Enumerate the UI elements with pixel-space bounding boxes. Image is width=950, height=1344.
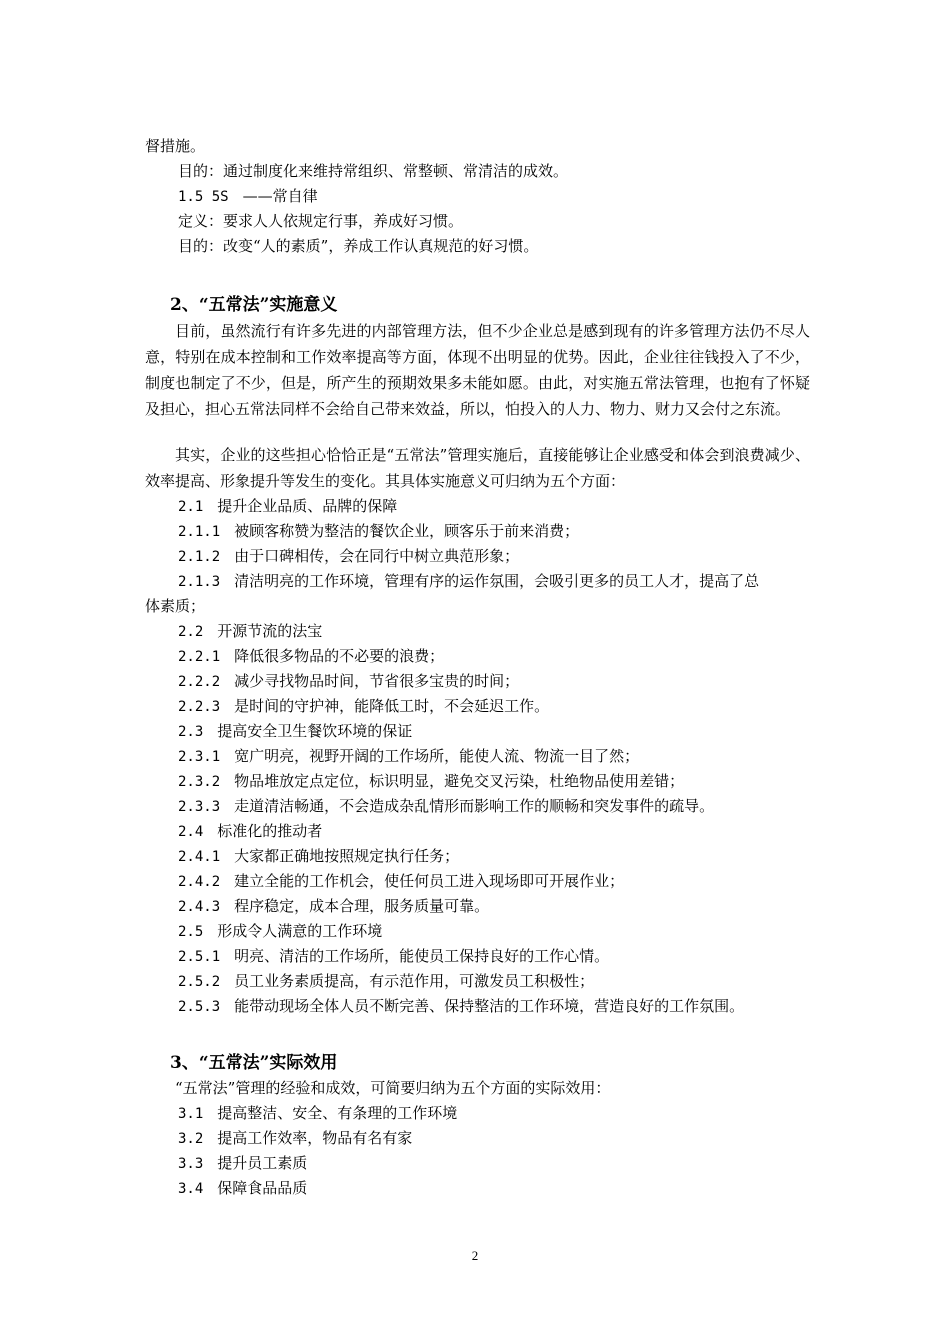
item-number: 2.3.1 xyxy=(178,749,221,765)
text-line xyxy=(178,186,318,207)
list-item xyxy=(178,696,549,717)
list-item xyxy=(178,971,594,992)
item-number: 2.5.2 xyxy=(178,974,221,990)
section-heading: 3、“五常法”实际效用 xyxy=(170,1053,338,1073)
list-item xyxy=(178,871,624,892)
item-number: 2.5 xyxy=(178,924,204,940)
list-item xyxy=(178,846,459,867)
item-number: 2.2.3 xyxy=(178,699,221,715)
item-number: 2.2 xyxy=(178,624,204,640)
list-item xyxy=(178,746,639,767)
item-text: 被顾客称赞为整洁的餐饮企业，顾客乐于前来消费； xyxy=(234,522,580,540)
list-item xyxy=(178,671,519,692)
item-text: 大家都正确地按照规定执行任务； xyxy=(234,847,460,865)
text-line: “五常法”管理的经验和成效，可简要归纳为五个方面的实际效用： xyxy=(175,1079,611,1097)
item-text: 提高安全卫生餐饮环境的保证 xyxy=(217,722,413,740)
item-number: 3.2 xyxy=(178,1131,204,1147)
section-heading: 2、“五常法”实施意义 xyxy=(170,295,338,315)
item-text: 标准化的推动者 xyxy=(217,822,323,840)
item-number: 2.3 xyxy=(178,724,204,740)
item-text: 提升企业品质、品牌的保障 xyxy=(217,497,398,515)
list-item xyxy=(178,821,322,842)
item-text: 员工业务素质提高，有示范作用，可激发员工积极性； xyxy=(234,972,595,990)
item-number: 3.4 xyxy=(178,1181,204,1197)
list-item xyxy=(178,946,609,967)
page-number: 2 xyxy=(471,1248,479,1263)
item-text: 保障食品品质 xyxy=(217,1179,308,1197)
list-item xyxy=(178,721,412,742)
item-text: 开源节流的法宝 xyxy=(217,622,323,640)
list-item xyxy=(178,1103,457,1124)
text-line: 督措施。 xyxy=(145,137,206,155)
list-item xyxy=(178,646,444,667)
list-item xyxy=(178,571,759,592)
list-item xyxy=(178,796,714,817)
item-text: 提高整洁、安全、有条理的工作环境 xyxy=(217,1104,458,1122)
item-text: 形成令人满意的工作环境 xyxy=(217,922,383,940)
item-text: 是时间的守护神，能降低工时，不会延迟工作。 xyxy=(234,697,550,715)
item-text: 由于口碑相传，会在同行中树立典范形象； xyxy=(234,547,520,565)
item-text: 走道清洁畅通，不会造成杂乱情形而影响工作的顺畅和突发事件的疏导。 xyxy=(234,797,715,815)
item-text: 清洁明亮的工作环境，管理有序的运作氛围，会吸引更多的员工人才，提高了总 xyxy=(234,572,760,590)
item-number: 2.1.2 xyxy=(178,549,221,565)
item-text: 降低很多物品的不必要的浪费； xyxy=(234,647,445,665)
list-item xyxy=(178,996,744,1017)
item-number: 1.5 5S xyxy=(178,189,229,205)
item-number: 2.2.1 xyxy=(178,649,221,665)
item-text: 能带动现场全体人员不断完善、保持整洁的工作环境，营造良好的工作氛围。 xyxy=(234,997,745,1015)
item-text: 建立全能的工作机会，使任何员工进入现场即可开展作业； xyxy=(234,872,625,890)
item-text: ——常自律 xyxy=(242,187,318,205)
list-item xyxy=(178,1128,412,1149)
item-number: 3.3 xyxy=(178,1156,204,1172)
text-line: 目的：通过制度化来维持常组织、常整顿、常清洁的成效。 xyxy=(178,162,569,180)
item-number: 2.4.2 xyxy=(178,874,221,890)
list-item xyxy=(178,921,382,942)
item-number: 2.2.2 xyxy=(178,674,221,690)
text-line: 目的：改变“人的素质”，养成工作认真规范的好习惯。 xyxy=(178,237,539,255)
list-item xyxy=(178,896,489,917)
item-text: 物品堆放定点定位，标识明显，避免交叉污染，杜绝物品使用差错； xyxy=(234,772,685,790)
list-item xyxy=(178,621,322,642)
item-number: 2.1 xyxy=(178,499,204,515)
paragraph: 目前，虽然流行有许多先进的内部管理方法，但不少企业总是感到现有的许多管理方法仍不尽人意，特别在成本控制和工作效率提高等方面，体现不出明显的优势。因此，企业往往钱投入了不少，制度也制定了不少，但是，所产生的预期效果多未能如愿。由此，对实施五常法管理，也抱有了怀疑及担心，担心五常法同样不会给自己带来效益，所以，怕投入的人力、物力、财力又会付之东流。 xyxy=(145,322,810,418)
item-text: 提升员工素质 xyxy=(217,1154,308,1172)
item-number: 2.5.1 xyxy=(178,949,221,965)
item-number: 2.1.1 xyxy=(178,524,221,540)
list-item xyxy=(178,496,397,517)
list-item xyxy=(178,521,579,542)
list-item xyxy=(178,1153,307,1174)
item-number: 2.5.3 xyxy=(178,999,221,1015)
item-text: 程序稳定，成本合理，服务质量可靠。 xyxy=(234,897,490,915)
item-text: 减少寻找物品时间，节省很多宝贵的时间； xyxy=(234,672,520,690)
item-text: 提高工作效率，物品有名有家 xyxy=(217,1129,413,1147)
list-item xyxy=(178,1178,307,1199)
list-item-continuation: 体素质； xyxy=(145,597,206,615)
list-item xyxy=(178,771,684,792)
item-number: 3.1 xyxy=(178,1106,204,1122)
text-line: 定义：要求人人依规定行事，养成好习惯。 xyxy=(178,212,464,230)
item-number: 2.3.2 xyxy=(178,774,221,790)
item-text: 宽广明亮，视野开阔的工作场所，能使人流、物流一目了然； xyxy=(234,747,640,765)
list-item xyxy=(178,546,519,567)
item-number: 2.4 xyxy=(178,824,204,840)
item-number: 2.1.3 xyxy=(178,574,221,590)
item-text: 明亮、清洁的工作场所，能使员工保持良好的工作心情。 xyxy=(234,947,610,965)
paragraph: 其实，企业的这些担心恰恰正是“五常法”管理实施后，直接能够让企业感受和体会到浪费减少、效率提高、形象提升等发生的变化。其具体实施意义可归纳为五个方面： xyxy=(145,446,810,490)
item-number: 2.4.1 xyxy=(178,849,221,865)
item-number: 2.3.3 xyxy=(178,799,221,815)
item-number: 2.4.3 xyxy=(178,899,221,915)
